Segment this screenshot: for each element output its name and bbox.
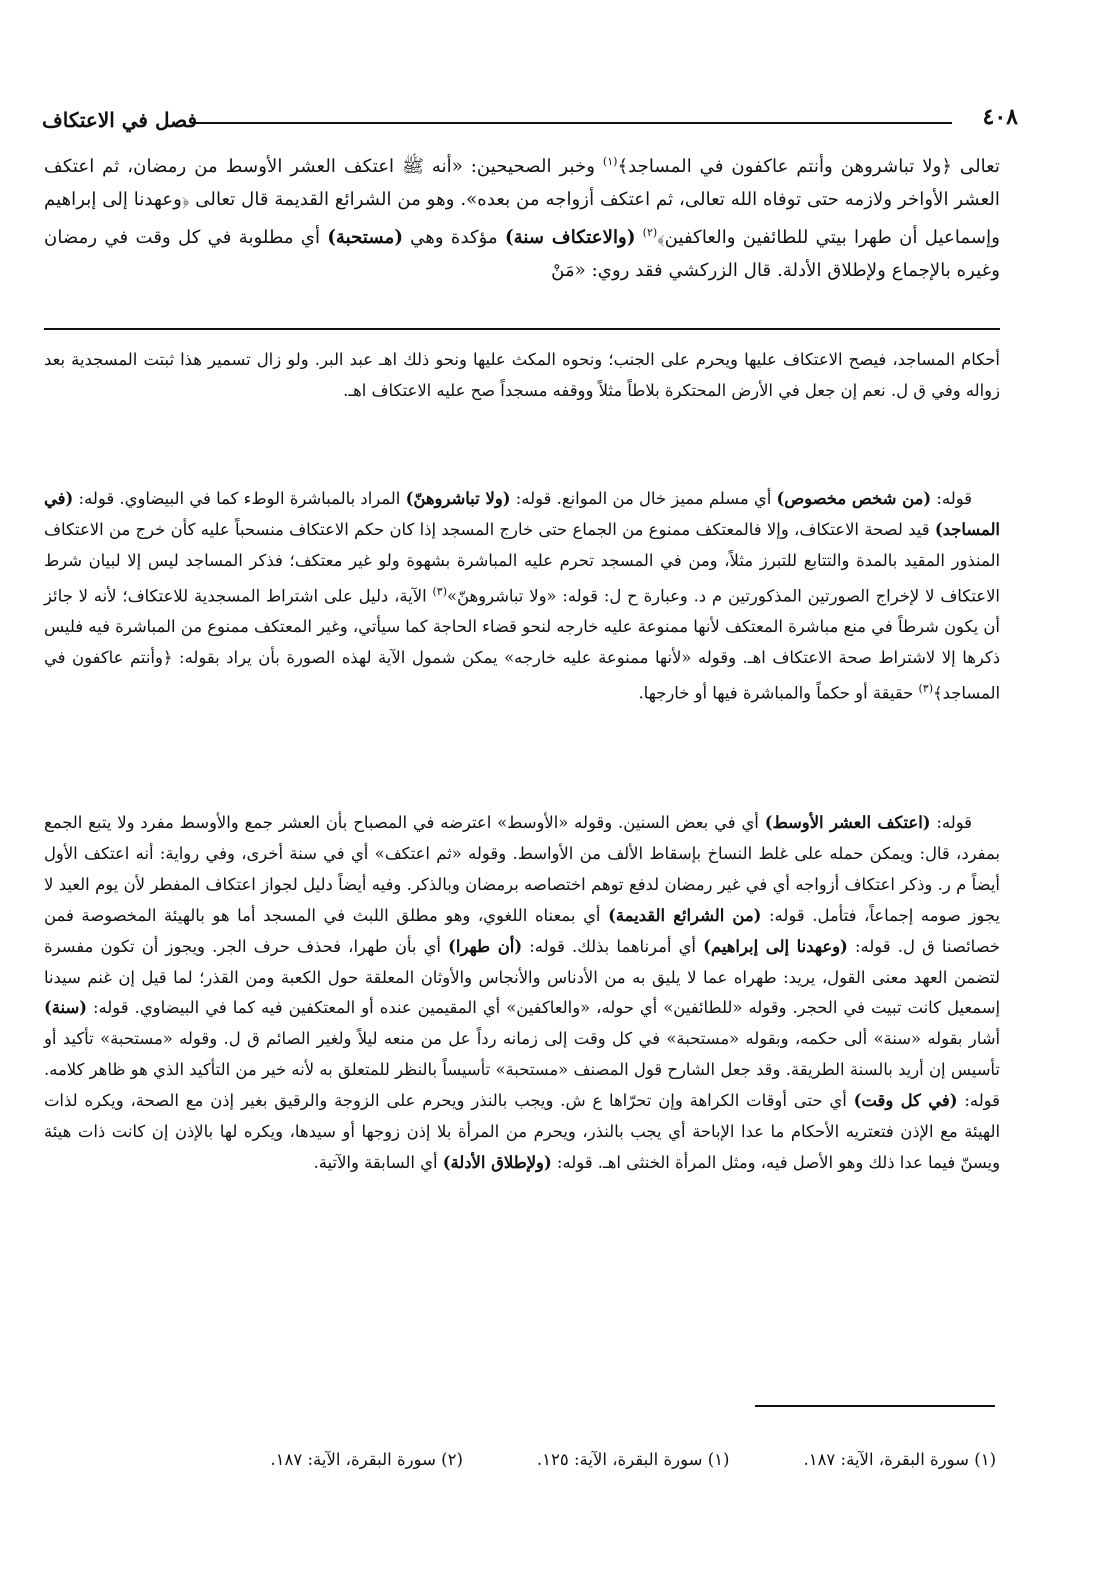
commentary-block-2 (44, 484, 1000, 709)
main-text (44, 145, 1000, 287)
page-number: ٤٠٨ (982, 104, 1018, 130)
commentary-block-3 (44, 808, 1000, 1179)
bold-term: (من شخص مخصوص) (776, 489, 932, 508)
footnote: (١) سورة البقرة، الآية: ١٨٧. (803, 1450, 996, 1469)
footnotes (150, 1450, 996, 1480)
bold-term: (مستحبة) (327, 227, 403, 249)
main-paragraph: تعالى ﴿ولا تباشروهن وأنتم عاكفون في المساجد﴾$^{(١)}$ وخبر الصحيحين: «أنه ﷺ اعتكف العشر الأوسط من رمضان، ثم اعتكف العشر الأواخر ولازمه حتى توفاه الله تعالى، ثم اعتكف أزواجه من بعده». وهو من الشرائع القديمة قال تعالى ﴿وعهدنا إلى إبراهيم وإسماعيل أن طهرا بيتي للطائفين والعاكفين﴾$^{(٢)}$ (والاعتكاف سنة) مؤكدة وهي (مستحبة) أي مطلوبة في كل وقت في رمضان وغيره بالإجماع ولإطلاق الأدلة. قال الزركشي فقد روي: «مَنْ (44, 155, 1000, 282)
commentary-block-1 (44, 345, 1000, 407)
bold-term: (ولا تباشروهنّ) (405, 489, 511, 508)
commentary-paragraph: قوله: (من شخص مخصوص) أي مسلم مميز خال من الموانع. قوله: (ولا تباشروهنّ) المراد بالمباشرة الوطء كما في البيضاوي. قوله: (في المساجد) قيد لصحة الاعتكاف، وإلا فالمعتكف ممنوع من الجماع حتى خارج المسجد إذا كان حكم الاعتكاف منسحباً عليه كأن خرج من الاعتكاف المنذور المقيد بالمدة والتتابع للتبرز مثلاً، ومن في المسجد تحرم عليه المباشرة بشهوة ولو غير معتكف؛ فذكر المساجد ليس إلا لبيان شرط الاعتكاف لا لإخراج الصورتين المذكورتين م د. وعبارة ح ل: قوله: «ولا تباشروهنّ»$^{(٣)}$ الآية، دليل على اشتراط المسجدية للاعتكاف؛ لأنه لا جائز أن يكون شرطاً في منع مباشرة المعتكف لأنها ممنوعة عليه خارجه لنحو قضاء الحاجة كما سيأتي، وغير المعتكف ممنوع من المباشرة فيه فليس ذكرها إلا لاشتراط صحة الاعتكاف اهـ. وقوله «لأنها ممنوعة عليه خارجه» يمكن شمول الآية لهذه الصورة بأن يراد بقوله: ﴿وأنتم عاكفون في المساجد﴾$^{(٣)}$ حقيقة أو حكماً والمباشرة فيها أو خارجها. (44, 489, 1000, 703)
footnote-ref: (١) (602, 155, 618, 168)
bold-term: (ولإطلاق الأدلة) (442, 1152, 552, 1172)
chapter-title: فصل في الاعتكاف (42, 108, 198, 132)
commentary-paragraph: قوله: (اعتكف العشر الأوسط) أي في بعض السنين. وقوله «الأوسط» اعترضه في المصباح بأن العشر جمع والأوسط مفرد ولا يتبع الجمع بمفرد، قال: ويمكن حمله على غلط النساخ بإسقاط الألف من الأواسط. وقوله «ثم اعتكف» أي في سنة أخرى، وفي رواية: أنه اعتكف الأول أيضاً م ر. وذكر اعتكاف أزواجه أي في غير رمضان لدفع توهم اختصاصه برمضان وبالذكر. وفيه أيضاً دليل لجواز اعتكاف المفطر لأن يوم العيد لا يجوز صومه إجماعاً، فتأمل. قوله: (من الشرائع القديمة) أي بمعناه اللغوي، وهو مطلق اللبث في المسجد أما هو بالهيئة المخصوصة فمن خصائصنا ق ل. قوله: (وعهدنا إلى إبراهيم) أي أمرناهما بذلك. قوله: (أن طهرا) أي بأن طهرا، فحذف حرف الجر. ويجوز أن تكون مفسرة لتضمن العهد معنى القول، يريد: طهراه عما لا يليق به من الأدناس والأنجاس والأوثان المعلقة حول الكعبة ومن القذر؛ لما قيل إن غنم سيدنا إسمعيل كانت تبيت في الحجر. وقوله «للطائفين» أي حوله، «والعاكفين» أي المقيمين عنده أو المعتكفين فيه كما في البيضاوي. قوله: (سنة) أشار بقوله «سنة» ألى حكمه، وبقوله «مستحبة» في كل وقت إلى زمانه رداً عل من منعه ليلاً ولغير الصائم ق ل. وقوله «مستحبة» تأكيد أو تأسيس إن أريد بالسنة الطريقة. وقد جعل الشارح قول المصنف «مستحبة» تأسيساً بالنظر للمتعلق به لأنه خير من التأكيد الذي هو ظاهر كلامه. قوله: (في كل وقت) أي حتى أوقات الكراهة وإن تحرّاها ع ش. ويجب بالنذر ويحرم على الزوجة والرقيق بغير إذن مع الصحة، ويكره لذات الهيئة مع الإذن فتعتريه الأحكام ما عدا الإباحة أي يجب بالنذر، ويحرم من المرأة بلا إذن زوجها أو سيدها، ويكره لها بالإذن إن كانت ذات هيئة ويسنّ فيما عدا ذلك وهو الأصل فيه، ومثل المرأة الخنثى اهـ. قوله: (ولإطلاق الأدلة) أي السابقة والآتية. (44, 813, 1000, 1172)
footnote: (٢) سورة البقرة، الآية: ١٨٧. (270, 1450, 463, 1469)
bold-term: (اعتكف العشر الأوسط) (764, 813, 931, 832)
header-rule (192, 122, 952, 124)
running-header (42, 98, 1018, 144)
footnote: (١) سورة البقرة، الآية: ١٢٥. (536, 1450, 730, 1469)
bold-term: (أن طهرا) (448, 936, 523, 956)
footnote-ref: (٣) (432, 584, 448, 598)
footnote-ref: (٣) (918, 681, 934, 695)
footnote-divider (755, 1405, 995, 1407)
footnote-ref: (٢) (642, 226, 658, 240)
bold-term: (من الشرائع القديمة) (608, 905, 762, 925)
bold-term: (سنة) (44, 998, 87, 1018)
bold-term: (والاعتكاف سنة) (505, 227, 636, 249)
section-divider (44, 328, 1000, 330)
commentary-paragraph: أحكام المساجد، فيصح الاعتكاف عليها ويحرم على الجنب؛ ونحوه المكث عليها ونحو ذلك اهـ عبد البر. ولو زال تسمير هذا ثبتت المسجدية بعد زواله وفي ق ل. نعم إن جعل في الأرض المحتكرة بلاطاً مثلاً ووقفه مسجداً صح عليه الاعتكاف اهـ. (44, 350, 1000, 400)
bold-term: (في كل وقت) (853, 1091, 958, 1111)
bold-term: (في المساجد) (44, 489, 1000, 539)
bold-term: (وعهدنا إلى إبراهيم) (703, 936, 848, 956)
